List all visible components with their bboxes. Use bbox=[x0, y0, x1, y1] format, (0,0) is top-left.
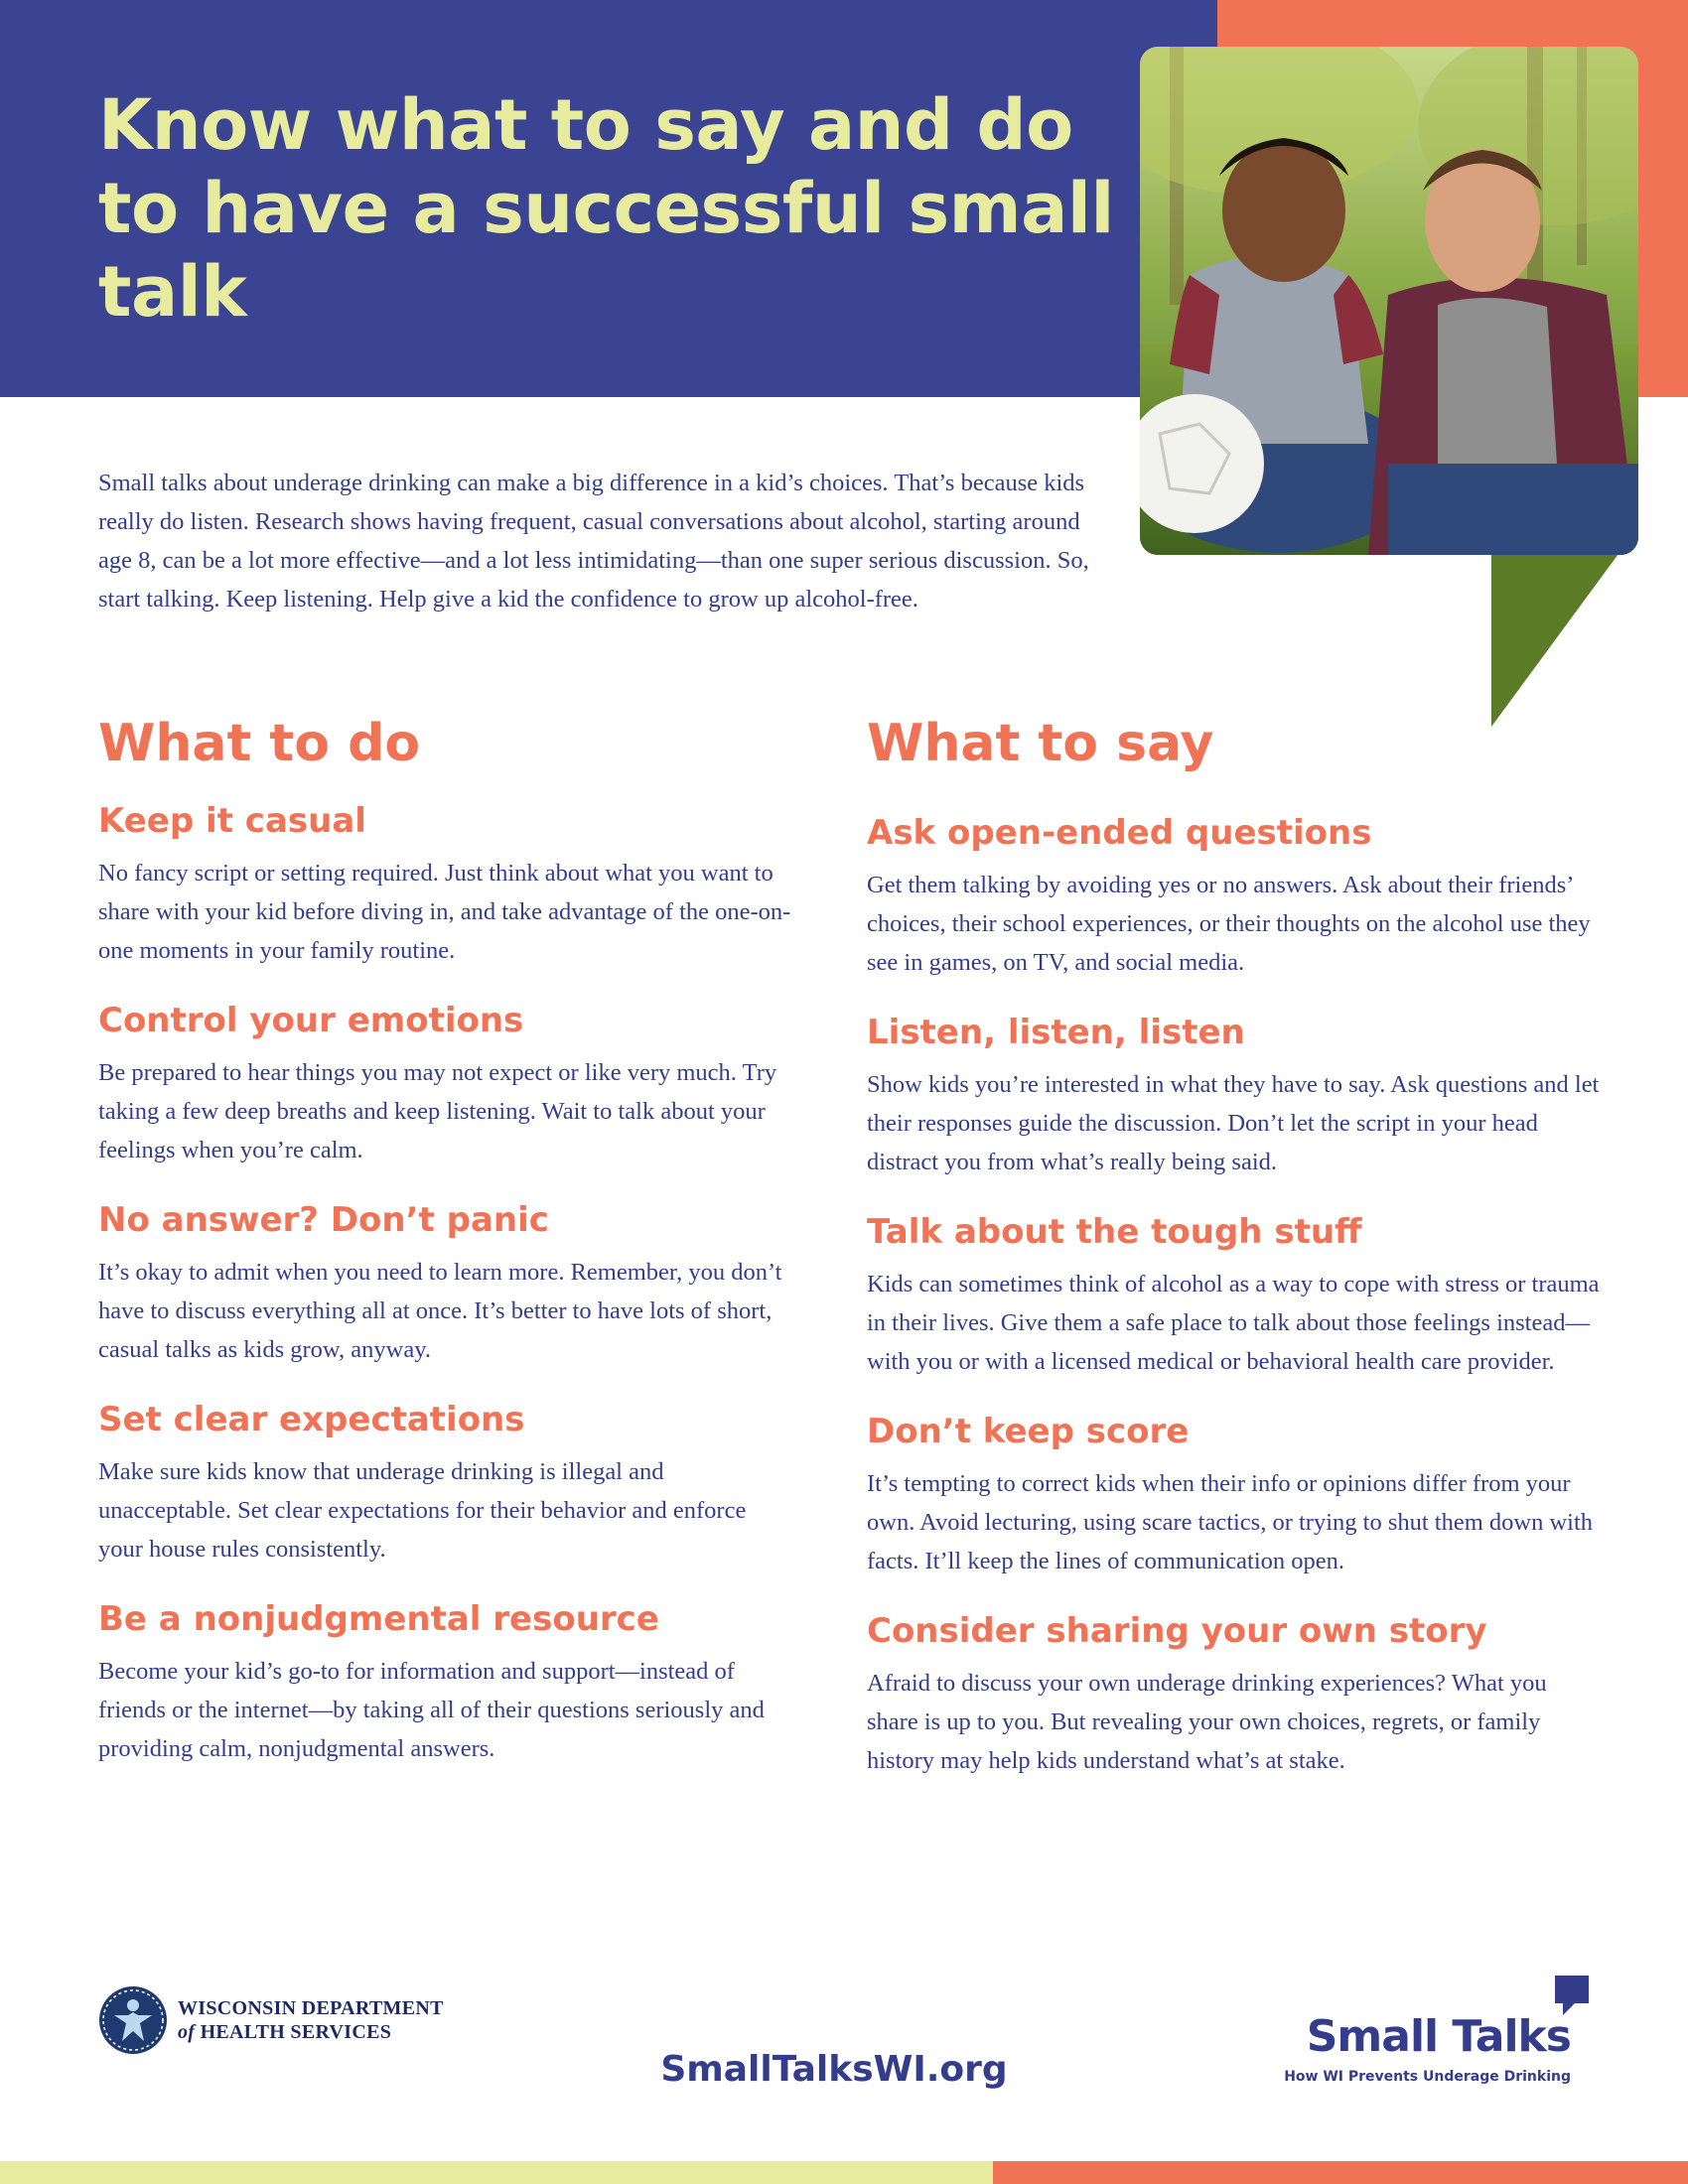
tip-body: Get them talking by avoiding yes or no answers. Ask about their friends’ choices, their school experiences, or their thoughts on the alcohol use they see in games, on TV, and social media. bbox=[867, 872, 1591, 976]
tip-body: Make sure kids know that underage drinking is illegal and unacceptable. Set clear expectations for their behavior and enforce your house rules consistently. bbox=[98, 1458, 747, 1563]
tip-item bbox=[98, 998, 793, 1169]
tip-item bbox=[867, 1608, 1602, 1780]
dhs-emblem-icon bbox=[98, 1985, 168, 2055]
what-to-say-title: What to say bbox=[867, 714, 1214, 773]
tip-item bbox=[98, 1197, 793, 1369]
tip-heading: Consider sharing your own story bbox=[867, 1611, 1487, 1651]
tip-item bbox=[98, 798, 793, 970]
footer-band-coral bbox=[993, 2161, 1688, 2184]
tip-body: It’s tempting to correct kids when their info or opinions differ from your own. Avoid lecturing, using scare tactics, or trying to shut them down with facts. It’ll keep the lines of communication open. bbox=[867, 1470, 1594, 1574]
tip-heading: Listen, listen, listen bbox=[867, 1013, 1245, 1052]
intro-paragraph: Small talks about underage drinking can make a big difference in a kid’s choices. That’s because kids really do listen. Research shows having frequent, casual conversations about alcohol, starting around age 8, can be a lot more effective—and a lot less intimidating—than one super serious discussion. So, start talking. Keep listening. Help give a kid the confidence to grow up alcohol-free. bbox=[98, 470, 1089, 613]
dhs-logo bbox=[98, 1985, 456, 2055]
tip-item bbox=[98, 1397, 793, 1569]
what-to-say-column bbox=[867, 711, 1602, 1780]
dhs-name-line1: WISCONSIN DEPARTMENT bbox=[178, 1997, 444, 2019]
tip-item bbox=[867, 1409, 1602, 1580]
tip-heading: Ask open-ended questions bbox=[867, 813, 1372, 853]
brand-name: Small Talks bbox=[1306, 2011, 1571, 2062]
speech-tail-shape bbox=[1491, 543, 1626, 727]
tip-body: Show kids you’re interested in what they have to say. Ask questions and let their responses guide the discussion. Don’t let the script in your head distract you from what’s really being said. bbox=[867, 1071, 1600, 1175]
small-talks-logo bbox=[1231, 1976, 1609, 2085]
what-to-do-column bbox=[98, 711, 793, 1768]
dhs-name-line2 bbox=[178, 2021, 391, 2044]
dhs-of: of bbox=[178, 2021, 196, 2043]
what-to-do-title: What to do bbox=[98, 714, 421, 773]
website-link[interactable]: SmallTalksWI.org bbox=[660, 2049, 1008, 2090]
tip-body: It’s okay to admit when you need to learn more. Remember, you don’t have to discuss everything all at once. It’s better to have lots of short, casual talks as kids grow, anyway. bbox=[98, 1259, 782, 1363]
footer-band-yellow bbox=[0, 2161, 993, 2184]
tip-body: No fancy script or setting required. Just think about what you want to share with your kid before diving in, and take advantage of the one-on-one moments in your family routine. bbox=[98, 860, 791, 964]
tip-item bbox=[98, 1596, 793, 1768]
tip-body: Become your kid’s go-to for information and support—instead of friends or the internet—by taking all of their questions seriously and providing calm, nonjudgmental answers. bbox=[98, 1658, 765, 1762]
tip-heading: Don’t keep score bbox=[867, 1412, 1190, 1451]
tip-body: Kids can sometimes think of alcohol as a way to cope with stress or trauma in their lives. Give them a safe place to talk about those feelings instead—with you or with a licensed medical or behavioral health care provider. bbox=[867, 1271, 1600, 1375]
speech-bubble-icon bbox=[1555, 1976, 1589, 2015]
tip-body: Afraid to discuss your own underage drinking experiences? What you share is up to you. But revealing your own choices, regrets, or family history may help kids understand what’s at stake. bbox=[867, 1670, 1547, 1774]
tip-heading: Set clear expectations bbox=[98, 1400, 525, 1439]
tip-heading: Control your emotions bbox=[98, 1001, 524, 1040]
tip-item bbox=[867, 1010, 1602, 1181]
hero-photo bbox=[1140, 47, 1638, 727]
tip-heading: Talk about the tough stuff bbox=[867, 1212, 1362, 1252]
tip-heading: Keep it casual bbox=[98, 801, 366, 841]
tip-item bbox=[867, 1209, 1602, 1381]
page-title: Know what to say and do to have a successful small talk bbox=[98, 84, 1114, 333]
tip-item bbox=[867, 810, 1602, 982]
tip-heading: No answer? Don’t panic bbox=[98, 1200, 549, 1240]
brand-tagline: How WI Prevents Underage Drinking bbox=[1284, 2069, 1571, 2085]
dhs-health-services: HEALTH SERVICES bbox=[195, 2021, 392, 2043]
tip-body: Be prepared to hear things you may not expect or like very much. Try taking a few deep breaths and keep listening. Wait to talk about your feelings when you’re calm. bbox=[98, 1059, 777, 1163]
tip-heading: Be a nonjudgmental resource bbox=[98, 1599, 659, 1639]
